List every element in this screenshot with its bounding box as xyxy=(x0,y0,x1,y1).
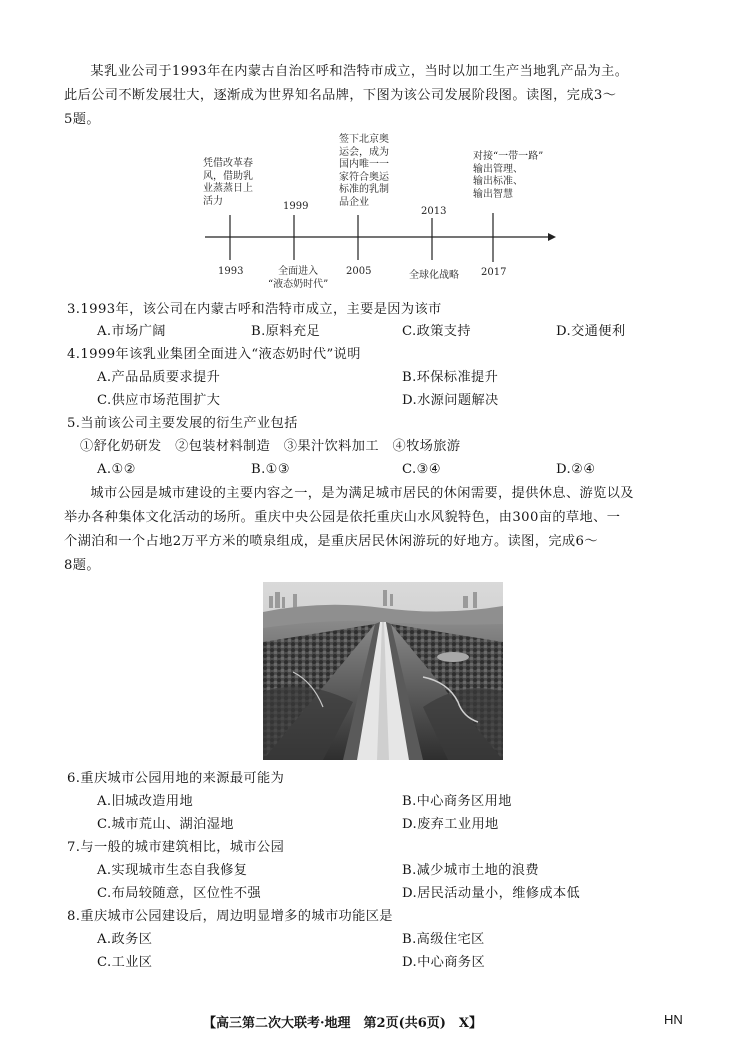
passage-1-line: 此后公司不断发展壮大，逐渐成为世界知名品牌，下图为该公司发展阶段图。读图，完成3～ xyxy=(64,88,617,103)
timeline-event: 全球化战略 xyxy=(409,270,459,281)
question-8-option-c: C.工业区 xyxy=(97,955,153,970)
question-5-option-d: D.②④ xyxy=(556,462,596,477)
park-photo xyxy=(263,582,503,760)
passage-2-line: 8题。 xyxy=(64,558,100,573)
timeline-event: 对接“一带一路” 输出管理、 输出标准、 输出智慧 xyxy=(473,151,544,200)
question-5-items: ①舒化奶研发 ②包装材料制造 ③果汁饮料加工 ④牧场旅游 xyxy=(80,439,461,454)
question-3-option-d: D.交通便利 xyxy=(556,324,626,339)
timeline-arrow xyxy=(548,233,556,241)
question-3-option-b: B.原料充足 xyxy=(251,324,321,339)
timeline-year: 1999 xyxy=(283,201,309,212)
timeline-year: 1993 xyxy=(218,266,244,277)
question-4-option-d: D.水源问题解决 xyxy=(402,393,499,408)
question-6-option-a: A.旧城改造用地 xyxy=(97,794,194,809)
passage-1-line: 某乳业公司于1993年在内蒙古自治区呼和浩特市成立，当时以加工生产当地乳产品为主。 xyxy=(90,64,629,79)
timeline-event: 签下北京奥 运会，成为 国内唯一一 家符合奥运 标准的乳制 品企业 xyxy=(339,134,389,208)
question-3-stem: 3.1993年，该公司在内蒙古呼和浩特市成立，主要是因为该市 xyxy=(67,302,442,317)
question-7-option-a: A.实现城市生态自我修复 xyxy=(97,863,248,878)
timeline-event: 全面进入 “液态奶时代” xyxy=(268,266,329,290)
question-8-option-d: D.中心商务区 xyxy=(402,955,486,970)
question-4-option-a: A.产品品质要求提升 xyxy=(97,370,221,385)
passage-2-line: 城市公园是城市建设的主要内容之一，是为满足城市居民的休闲需要，提供休息、游览以及 xyxy=(90,486,634,501)
question-6-option-c: C.城市荒山、湖泊湿地 xyxy=(97,817,234,832)
passage-1-line: 5题。 xyxy=(64,112,100,127)
question-4-stem: 4.1999年该乳业集团全面进入“液态奶时代”说明 xyxy=(67,347,361,362)
question-7-option-d: D.居民活动量小，维修成本低 xyxy=(402,886,581,901)
question-5-option-a: A.①② xyxy=(97,462,136,477)
footer-exam-info: 【高三第二次大联考·地理 第2页(共6页) X】 xyxy=(203,1016,483,1031)
passage-2 xyxy=(64,482,704,578)
passage-2-line: 个湖泊和一个占地2万平方米的喷泉组成，是重庆居民休闲游玩的好地方。读图，完成6～ xyxy=(64,534,598,549)
question-7-stem: 7.与一般的城市建筑相比，城市公园 xyxy=(67,840,285,855)
question-7-option-b: B.减少城市土地的浪费 xyxy=(402,863,539,878)
question-8-option-b: B.高级住宅区 xyxy=(402,932,485,947)
question-6-option-d: D.废弃工业用地 xyxy=(402,817,499,832)
footer-region-code: HN xyxy=(664,1012,683,1027)
question-5-option-c: C.③④ xyxy=(402,462,442,477)
timeline-event: 凭借改革春 风，借助乳 业蒸蒸日上 活力 xyxy=(203,158,253,207)
timeline-year: 2017 xyxy=(481,267,507,278)
question-3-option-a: A.市场广阔 xyxy=(97,324,166,339)
question-7-option-c: C.布局较随意，区位性不强 xyxy=(97,886,262,901)
timeline-year: 2005 xyxy=(346,266,372,277)
question-6-stem: 6.重庆城市公园用地的来源最可能为 xyxy=(67,771,285,786)
question-4-option-c: C.供应市场范围扩大 xyxy=(97,393,221,408)
passage-2-line: 举办各种集体文化活动的场所。重庆中央公园是依托重庆山水风貌特色，由300亩的草地、一 xyxy=(64,510,621,525)
question-6-option-b: B.中心商务区用地 xyxy=(402,794,512,809)
question-8-stem: 8.重庆城市公园建设后，周边明显增多的城市功能区是 xyxy=(67,909,393,924)
question-5-option-b: B.①③ xyxy=(251,462,291,477)
question-3-option-c: C.政策支持 xyxy=(402,324,471,339)
question-4-option-b: B.环保标准提升 xyxy=(402,370,499,385)
question-8-option-a: A.政务区 xyxy=(97,932,153,947)
question-5-stem: 5.当前该公司主要发展的衍生产业包括 xyxy=(67,416,298,431)
timeline-year: 2013 xyxy=(421,206,447,217)
